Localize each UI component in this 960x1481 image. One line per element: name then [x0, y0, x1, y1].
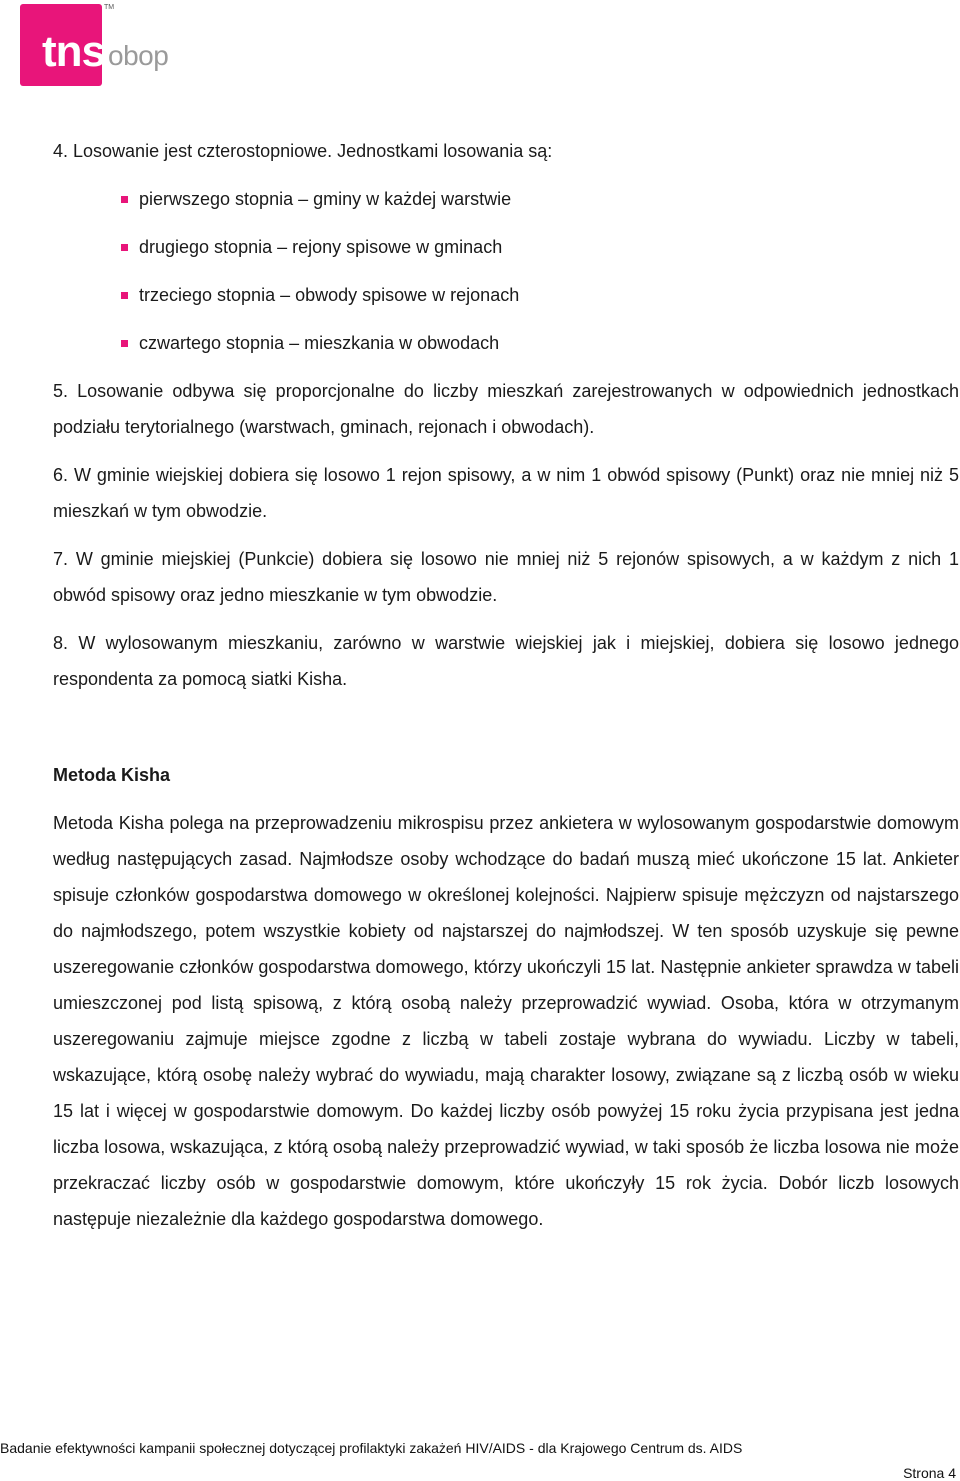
footer-title: Badanie efektywności kampanii społecznej dotyczącej profilaktyki zakażeń HIV/AIDS - dla Krajowego Centrum ds. AIDS — [0, 1440, 743, 1456]
list-item — [53, 277, 959, 313]
item-6: 6. W gminie wiejskiej dobiera się losowo 1 rejon spisowy, a w nim 1 obwód spisowy (Punkt) oraz nie mniej niż 5 mieszkań w tym obwodzie. — [53, 465, 959, 521]
square-bullet-icon — [121, 244, 128, 251]
logo-brand-sub: obop — [108, 40, 169, 71]
kisha-description: Metoda Kisha polega na przeprowadzeniu mikrospisu przez ankietera w wylosowanym gospodarstwie domowym według następujących zasad. Najmłodsze osoby wchodzące do badań muszą mieć ukończone 15 lat. Ankieter spisuje członków gospodarstwa domowego w określonej kolejności. Najpierw spisuje mężczyzn od najstarszego do najmłodszego, potem wszystkie kobiety od najstarszej do najmłodszej. W ten sposób uzyskuje się pewne uszeregowanie członków gospodarstwa domowego, którzy ukończyli 15 lat. Następnie ankieter sprawdza w tabeli umieszczonej pod listą spisową, z którą osobą należy przeprowadzić wywiad. Osoba, która w otrzymanym uszeregowaniu zajmuje miejsce zgodne z liczbą w tabeli zostaje wybrana do wywiadu. Liczby w tabeli, wskazujące, którą osobę należy wybrać do wywiadu, mają charakter losowy, związane są z liczbą osób w wieku 15 lat i więcej w gospodarstwie domowym. Do każdej liczby osób powyżej 15 roku życia przypisana jest jedna liczba losowa, wskazująca, z którą osobą należy przeprowadzić wywiad, w taki sposób że liczba losowa nie może przekraczać liczby osób w gospodarstwie domowym, które ukończyły 15 rok życia. Dobór liczb losowych następuje niezależnie dla każdego gospodarstwa domowego. — [53, 813, 959, 1229]
sampling-stages-list — [53, 181, 959, 361]
list-item-text: drugiego stopnia – rejony spisowe w gminach — [139, 237, 503, 257]
list-item — [53, 325, 959, 361]
list-item — [53, 181, 959, 217]
item-5: 5. Losowanie odbywa się proporcjonalne do liczby mieszkań zarejestrowanych w odpowiednich jednostkach podziału terytorialnego (warstwach, gminach, rejonach i obwodach). — [53, 381, 959, 437]
item-4: 4. Losowanie jest czterostopniowe. Jednostkami losowania są: — [53, 141, 553, 161]
item-8: 8. W wylosowanym mieszkaniu, zarówno w warstwie wiejskiej jak i miejskiej, dobiera się losowo jednego respondenta za pomocą siatki Kisha. — [53, 633, 959, 689]
item-7: 7. W gminie miejskiej (Punkcie) dobiera się losowo nie mniej niż 5 rejonów spisowych, a w każdym z nich 1 obwód spisowy oraz jedno mieszkanie w tym obwodzie. — [53, 549, 959, 605]
document-body — [53, 133, 959, 1237]
logo-trademark: TM — [104, 4, 115, 11]
list-item — [53, 229, 959, 265]
logo-brand-main: tns — [42, 27, 105, 76]
section-heading-kisha: Metoda Kisha — [53, 765, 171, 785]
list-item-text: czwartego stopnia – mieszkania w obwodach — [139, 333, 500, 353]
square-bullet-icon — [121, 340, 128, 347]
square-bullet-icon — [121, 196, 128, 203]
page-number: Strona 4 — [903, 1465, 956, 1481]
tns-obop-logo — [20, 4, 170, 86]
list-item-text: trzeciego stopnia – obwody spisowe w rejonach — [139, 285, 520, 305]
list-item-text: pierwszego stopnia – gminy w każdej warstwie — [139, 189, 512, 209]
section-spacer — [53, 697, 959, 757]
square-bullet-icon — [121, 292, 128, 299]
